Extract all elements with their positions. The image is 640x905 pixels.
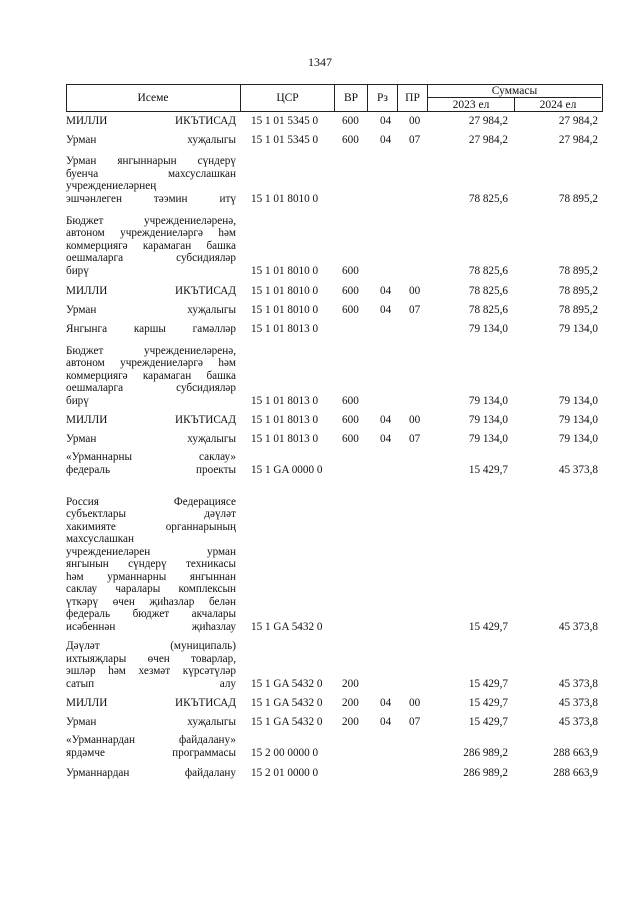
row-name-line: учреждениеләрен урман	[66, 545, 236, 558]
row-sum-2023: 27 984,2	[468, 114, 508, 127]
row-name	[66, 697, 236, 710]
row-rz: 04	[380, 133, 392, 146]
row-pr: 07	[409, 432, 421, 445]
table-row	[66, 734, 603, 759]
row-name-line: коммерциягә карамаган башка	[66, 239, 236, 252]
row-name-line: Бюджет учреждениеләренә,	[66, 344, 236, 357]
row-csr: 15 2 01 0000 0	[251, 766, 319, 779]
row-name-line: «Урманнардан файдалану»	[66, 734, 236, 746]
header-pr: ПР	[398, 84, 428, 112]
row-name-line: МИЛЛИ ИКЪТИСАД	[66, 696, 236, 709]
row-sum-2023: 78 825,6	[468, 284, 508, 297]
row-vr: 600	[342, 114, 359, 127]
row-name	[66, 215, 236, 278]
row-name-line: һәм урманнарны янгыннан	[66, 570, 236, 583]
row-csr: 15 1 01 5345 0	[251, 133, 319, 146]
row-name-line: Урманнардан файдалану	[66, 766, 236, 779]
row-name	[66, 716, 236, 729]
row-csr: 15 1 GA 5432 0	[251, 715, 323, 728]
row-sum-2024: 78 895,2	[558, 303, 598, 316]
row-name-line: махсуслашкан	[66, 533, 134, 545]
row-name-line: МИЛЛИ ИКЪТИСАД	[66, 114, 236, 127]
row-sum-2024: 79 134,0	[558, 322, 598, 335]
row-csr: 15 1 GA 0000 0	[251, 463, 323, 476]
row-sum-2024: 288 663,9	[553, 766, 598, 779]
row-sum-2023: 78 825,6	[468, 303, 508, 316]
row-sum-2023: 27 984,2	[468, 133, 508, 146]
row-name-line: үткәрү өчен җиһазлар белән	[66, 595, 236, 608]
row-sum-2023: 15 429,7	[468, 463, 508, 476]
row-name-line: Урман хуҗалыгы	[66, 133, 236, 146]
header-vr: ВР	[335, 84, 368, 112]
row-sum-2024: 78 895,2	[558, 192, 598, 205]
row-csr: 15 1 01 5345 0	[251, 114, 319, 127]
row-name-line: МИЛЛИ ИКЪТИСАД	[66, 413, 236, 426]
row-name-line: сатып алу	[66, 677, 236, 690]
row-name-line: Урман хуҗалыгы	[66, 432, 236, 445]
row-sum-2023: 79 134,0	[468, 413, 508, 426]
table-row	[66, 155, 603, 205]
row-name-line: янгынын сүндерү техникасы	[66, 558, 236, 570]
row-name-line: автоном учреждениеләргә һәм	[66, 227, 236, 239]
row-vr: 600	[342, 432, 359, 445]
row-pr: 00	[409, 284, 421, 297]
row-sum-2023: 15 429,7	[468, 620, 508, 633]
row-name-line: оешмаларга субсидияләр	[66, 252, 236, 264]
row-name-line: хакимияте органнарының	[66, 520, 236, 533]
row-name	[66, 767, 236, 780]
table-row	[66, 451, 603, 476]
row-name-line: Урман хуҗалыгы	[66, 715, 236, 728]
table-row	[66, 640, 603, 690]
table-row	[66, 433, 603, 446]
row-name	[66, 285, 236, 298]
row-csr: 15 1 01 8013 0	[251, 413, 319, 426]
row-vr: 600	[342, 303, 359, 316]
row-rz: 04	[380, 413, 392, 426]
row-sum-2023: 79 134,0	[468, 432, 508, 445]
row-name-line: Урман хуҗалыгы	[66, 303, 236, 316]
row-pr: 07	[409, 303, 421, 316]
row-name-line: Бюджет учреждениеләренә,	[66, 214, 236, 227]
table-row	[66, 215, 603, 278]
table-row	[66, 767, 603, 780]
row-vr: 200	[342, 696, 359, 709]
row-name	[66, 640, 236, 690]
row-sum-2023: 15 429,7	[468, 696, 508, 709]
row-name	[66, 345, 236, 408]
row-sum-2023: 78 825,6	[468, 264, 508, 277]
table-row	[66, 323, 603, 336]
row-pr: 07	[409, 133, 421, 146]
row-sum-2023: 286 989,2	[463, 746, 508, 759]
row-name	[66, 451, 236, 476]
row-name	[66, 433, 236, 446]
row-name-line: бирү	[66, 264, 89, 277]
row-name	[66, 323, 236, 336]
row-sum-2024: 79 134,0	[558, 432, 598, 445]
row-name-line: саклау чаралары комплексын	[66, 583, 236, 595]
row-rz: 04	[380, 114, 392, 127]
row-rz: 04	[380, 432, 392, 445]
table-header	[66, 84, 603, 112]
header-name: Исеме	[66, 84, 241, 112]
row-rz: 04	[380, 303, 392, 316]
row-sum-2024: 79 134,0	[558, 394, 598, 407]
table-row	[66, 716, 603, 729]
row-vr: 600	[342, 284, 359, 297]
row-csr: 15 1 01 8013 0	[251, 322, 319, 335]
row-sum-2023: 15 429,7	[468, 677, 508, 690]
row-csr: 15 1 01 8010 0	[251, 192, 319, 205]
row-vr: 200	[342, 715, 359, 728]
table-row	[66, 496, 603, 634]
row-vr: 200	[342, 677, 359, 690]
row-sum-2024: 27 984,2	[558, 133, 598, 146]
row-csr: 15 1 01 8013 0	[251, 432, 319, 445]
row-name	[66, 115, 236, 128]
table-row	[66, 115, 603, 128]
header-csr: ЦСР	[241, 84, 335, 112]
row-rz: 04	[380, 284, 392, 297]
row-name-line: буенча махсуслашкан	[66, 167, 236, 180]
row-name-line: субъектлары дәүләт	[66, 508, 236, 520]
table-row	[66, 414, 603, 427]
row-sum-2024: 78 895,2	[558, 264, 598, 277]
row-sum-2023: 286 989,2	[463, 766, 508, 779]
row-name-line: Дәүләт (муниципаль)	[66, 640, 236, 652]
row-pr: 00	[409, 696, 421, 709]
row-vr: 600	[342, 394, 359, 407]
row-name-line: бирү	[66, 394, 89, 407]
row-sum-2024: 78 895,2	[558, 284, 598, 297]
table-row	[66, 697, 603, 710]
row-sum-2024: 45 373,8	[558, 677, 598, 690]
row-csr: 15 1 01 8013 0	[251, 394, 319, 407]
row-name-line: автоном учреждениеләргә һәм	[66, 357, 236, 369]
row-sum-2024: 45 373,8	[558, 696, 598, 709]
header-2024: 2024 ел	[539, 99, 577, 111]
row-name	[66, 414, 236, 427]
header-sums: Суммасы	[428, 84, 601, 98]
row-sum-2023: 15 429,7	[468, 715, 508, 728]
row-pr: 00	[409, 413, 421, 426]
row-sum-2023: 79 134,0	[468, 394, 508, 407]
row-name	[66, 155, 236, 205]
row-name-line: Россия Федерациясе	[66, 495, 236, 508]
row-name	[66, 734, 236, 759]
row-name-line: Янгынга каршы гамәлләр	[66, 322, 236, 335]
row-name-line: ихтыяҗлары өчен товарлар,	[66, 652, 236, 665]
row-name	[66, 496, 236, 634]
row-vr: 600	[342, 133, 359, 146]
row-pr: 00	[409, 114, 421, 127]
row-pr: 07	[409, 715, 421, 728]
row-name-line: исәбеннән җиһазлау	[66, 620, 236, 633]
row-csr: 15 1 GA 5432 0	[251, 620, 323, 633]
row-vr: 600	[342, 264, 359, 277]
row-sum-2024: 79 134,0	[558, 413, 598, 426]
row-name-line: федераль бюджет акчалары	[66, 608, 236, 620]
row-name-line: учреждениеләрнең	[66, 180, 157, 192]
table-row	[66, 285, 603, 298]
row-csr: 15 1 GA 5432 0	[251, 696, 323, 709]
row-name-line: МИЛЛИ ИКЪТИСАД	[66, 284, 236, 297]
row-sum-2024: 288 663,9	[553, 746, 598, 759]
row-sum-2023: 79 134,0	[468, 322, 508, 335]
page-number: 1347	[308, 55, 332, 69]
row-csr: 15 1 01 8010 0	[251, 264, 319, 277]
row-rz: 04	[380, 715, 392, 728]
row-name-line: ярдәмче программасы	[66, 746, 236, 759]
row-sum-2024: 45 373,8	[558, 620, 598, 633]
row-name-line: Урман янгыннарын сүндерү	[66, 155, 236, 167]
row-rz: 04	[380, 696, 392, 709]
row-name-line: федераль проекты	[66, 463, 236, 476]
row-name	[66, 304, 236, 317]
row-csr: 15 1 GA 5432 0	[251, 677, 323, 690]
row-name-line: эшләр һәм хезмәт күрсәтүләр	[66, 665, 236, 677]
row-csr: 15 1 01 8010 0	[251, 284, 319, 297]
row-sum-2024: 27 984,2	[558, 114, 598, 127]
row-sum-2024: 45 373,8	[558, 463, 598, 476]
table-row	[66, 304, 603, 317]
row-sum-2023: 78 825,6	[468, 192, 508, 205]
row-name	[66, 134, 236, 147]
table-row	[66, 134, 603, 147]
table-row	[66, 345, 603, 408]
row-vr: 600	[342, 413, 359, 426]
row-name-line: «Урманнарны саклау»	[66, 451, 236, 463]
row-name-line: оешмаларга субсидияләр	[66, 382, 236, 394]
row-csr: 15 2 00 0000 0	[251, 746, 319, 759]
header-rz: Рз	[368, 84, 398, 112]
row-name-line: коммерциягә карамаган башка	[66, 369, 236, 382]
row-name-line: эшчәнлеген тәэмин итү	[66, 192, 236, 205]
header-2023: 2023 ел	[428, 98, 515, 112]
row-sum-2024: 45 373,8	[558, 715, 598, 728]
row-csr: 15 1 01 8010 0	[251, 303, 319, 316]
